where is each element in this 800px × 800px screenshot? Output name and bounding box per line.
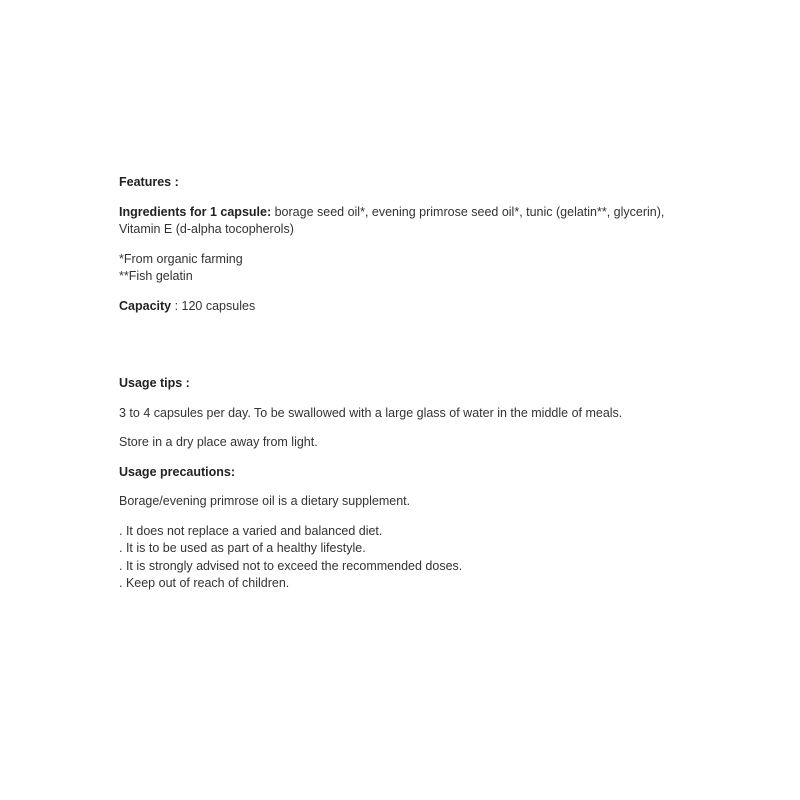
ingredients-label: Ingredients for 1 capsule: — [119, 204, 272, 219]
usage-tips-heading: Usage tips : — [119, 376, 190, 390]
precaution-item: . Keep out of reach of children. — [119, 576, 290, 590]
product-description — [119, 174, 679, 605]
precautions-list — [119, 523, 679, 593]
note-fish-gelatin: **Fish gelatin — [119, 269, 193, 283]
ingredients-paragraph — [119, 204, 679, 239]
usage-dosage: 3 to 4 capsules per day. To be swallowed with a large glass of water in the middle of meals. — [119, 405, 623, 420]
ingredient-notes — [119, 251, 679, 286]
capacity-text: : 120 capsules — [171, 298, 256, 313]
precaution-item: . It is to be used as part of a healthy lifestyle. — [119, 541, 366, 555]
usage-storage: Store in a dry place away from light. — [119, 435, 318, 449]
capacity-label: Capacity — [119, 298, 172, 313]
precaution-item: . It is strongly advised not to exceed the recommended doses. — [119, 558, 463, 573]
precaution-item: . It does not replace a varied and balanced diet. — [119, 523, 383, 538]
usage-precautions-heading: Usage precautions: — [119, 464, 236, 479]
note-organic: *From organic farming — [119, 251, 243, 266]
precautions-intro: Borage/evening primrose oil is a dietary supplement. — [119, 494, 411, 508]
section-spacer — [119, 327, 679, 375]
capacity-paragraph — [119, 298, 679, 316]
ingredients-text: borage seed oil*, evening primrose seed oil*, tunic (gelatin**, glycerin), Vitamin E (d-alpha tocopherols) — [119, 204, 665, 236]
features-heading: Features : — [119, 175, 179, 189]
